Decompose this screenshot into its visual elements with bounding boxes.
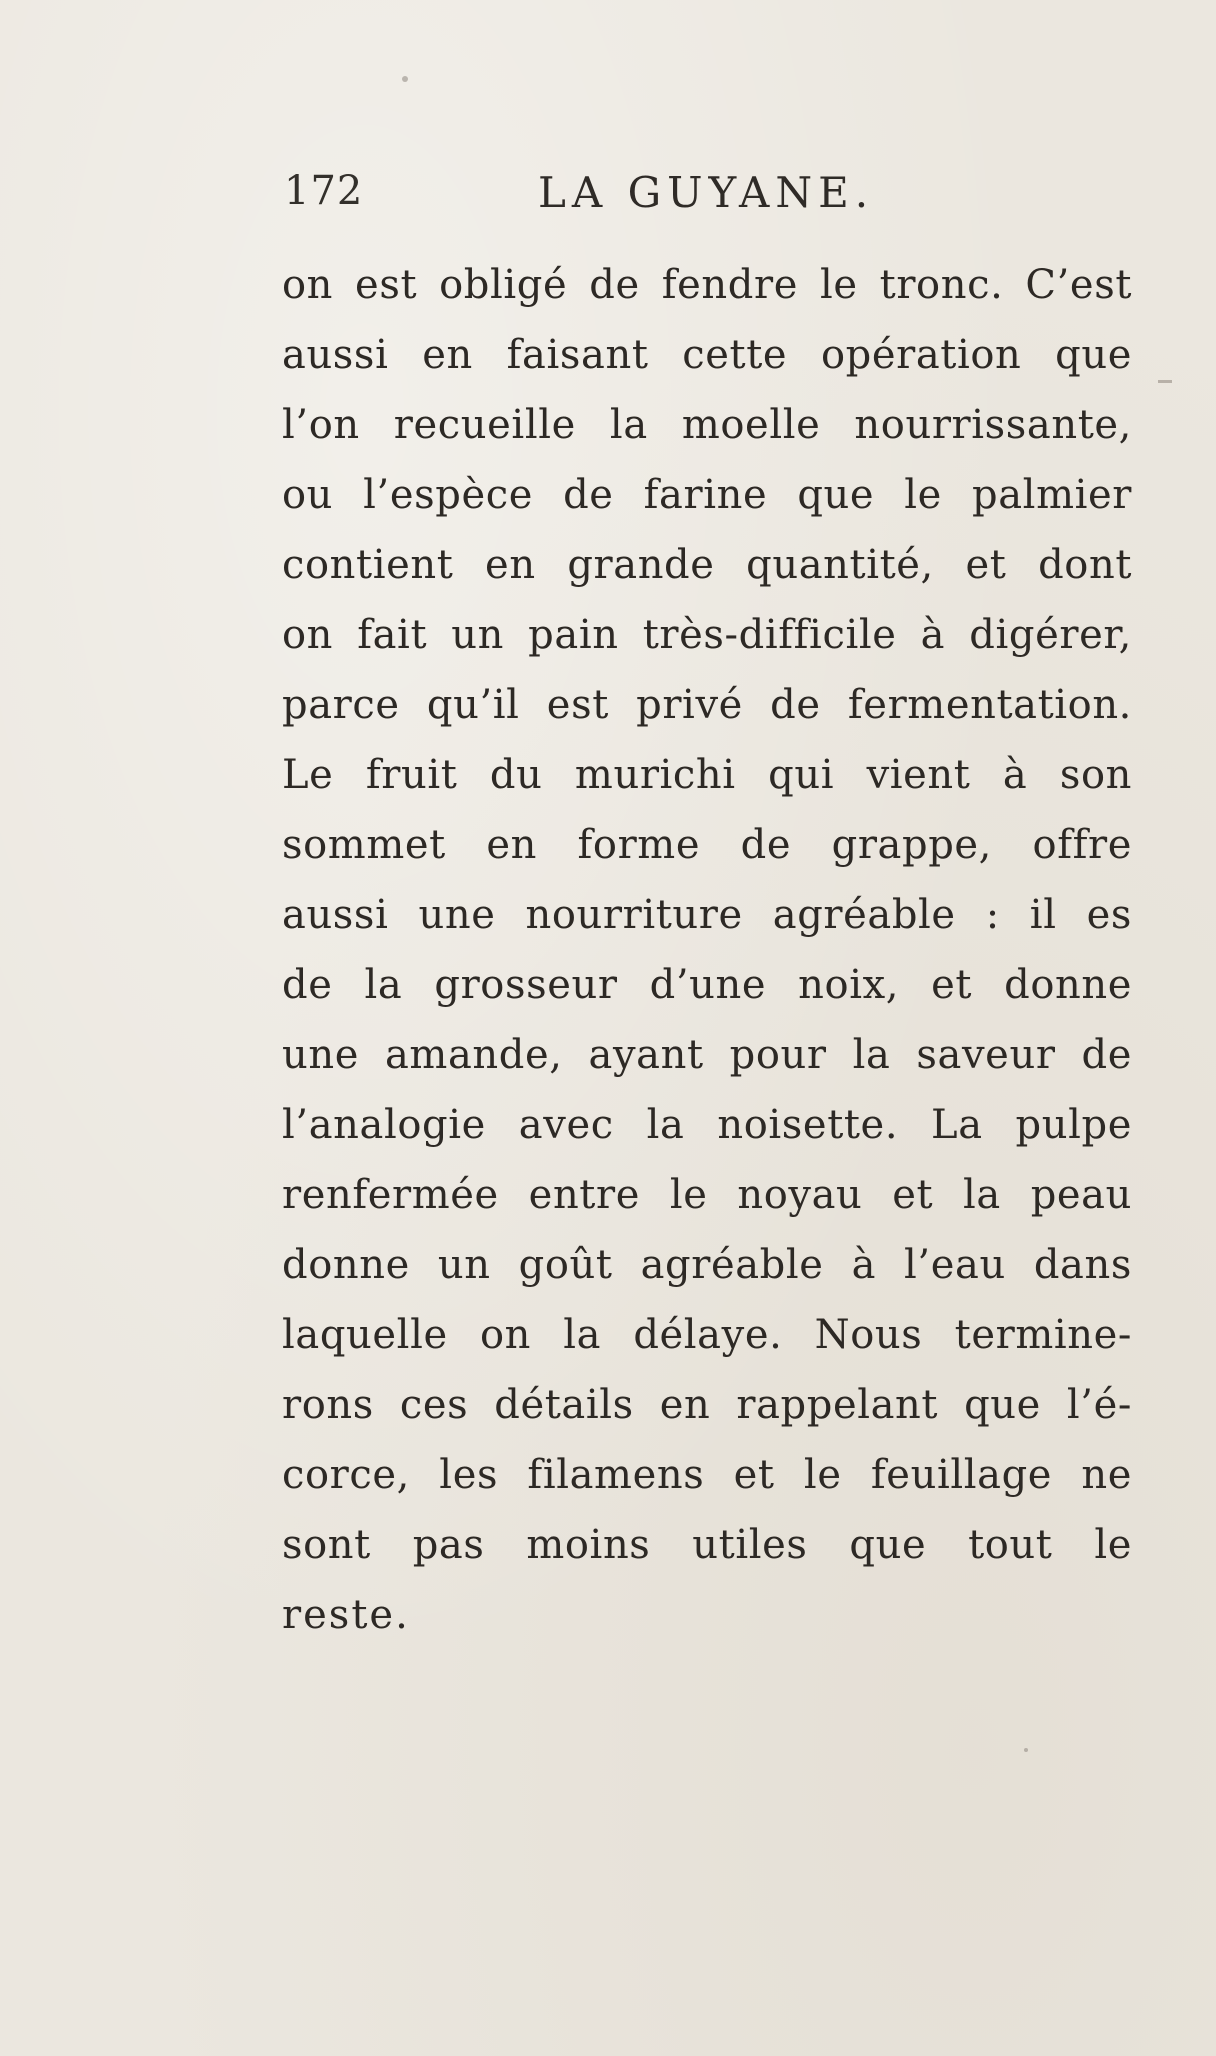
text-line: sont pas moins utiles que tout le (282, 1522, 1132, 1568)
body-text (282, 250, 1132, 1650)
page-header (284, 168, 1134, 232)
text-line: rons ces détails en rappelant que l’é- (282, 1382, 1132, 1428)
text-line: ou l’espèce de farine que le palmier (282, 472, 1132, 518)
text-line: sommet en forme de grappe, offre (282, 822, 1132, 868)
text-line: reste. (282, 1592, 410, 1638)
text-line: Le fruit du murichi qui vient à son (282, 752, 1132, 798)
text-line: l’analogie avec la noisette. La pulpe (282, 1102, 1132, 1148)
margin-mark (1158, 380, 1172, 383)
text-line: une amande, ayant pour la saveur de (282, 1032, 1132, 1078)
text-line: renfermée entre le noyau et la peau (282, 1172, 1132, 1218)
text-line: de la grosseur d’une noix, et donne (282, 962, 1132, 1008)
text-line: on fait un pain très-difficile à digérer, (282, 612, 1132, 658)
text-line: laquelle on la délaye. Nous termine- (282, 1312, 1132, 1358)
paper-speck (402, 76, 408, 82)
page-number: 172 (284, 168, 364, 214)
text-line: parce qu’il est privé de fermentation. (282, 682, 1132, 728)
running-title: LA GUYANE. (538, 168, 875, 217)
paper-speck (1024, 1748, 1028, 1752)
text-line: corce, les filamens et le feuillage ne (282, 1452, 1132, 1498)
text-line: on est obligé de fendre le tronc. C’est (282, 262, 1132, 308)
text-line: contient en grande quantité, et dont (282, 542, 1132, 588)
text-line: aussi en faisant cette opération que (282, 332, 1132, 378)
text-line: aussi une nourriture agréable : il es (282, 892, 1132, 938)
text-line: l’on recueille la moelle nourrissante, (282, 402, 1132, 448)
text-line: donne un goût agréable à l’eau dans (282, 1242, 1132, 1288)
